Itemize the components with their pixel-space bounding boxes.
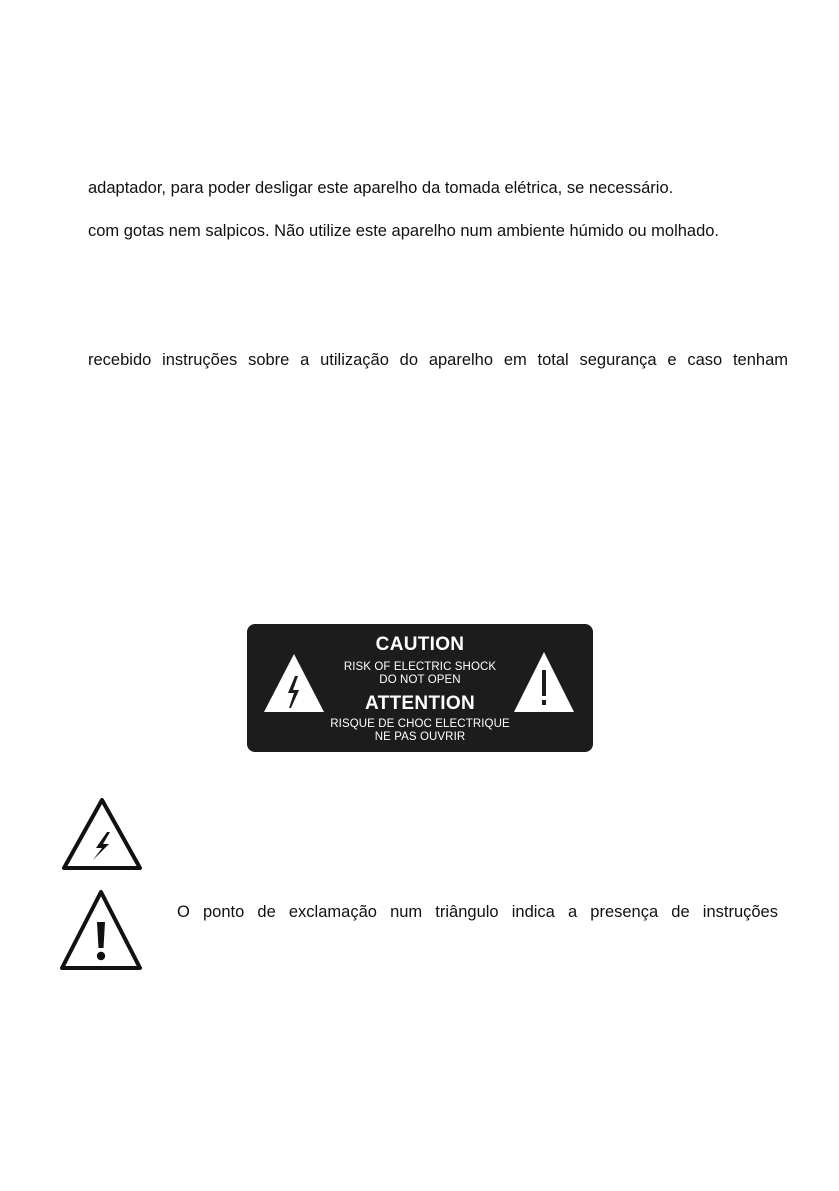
attention-warning-line-2: NE PAS OUVRIR bbox=[374, 731, 466, 743]
caution-warning-line-2: DO NOT OPEN bbox=[379, 674, 461, 686]
text-line-1: adaptador, para poder desligar este aparelho da tomada elétrica, se necessário. bbox=[88, 179, 674, 197]
exclamation-description: O ponto de exclamação num triângulo indica a presença de instruções bbox=[177, 903, 778, 921]
label-lightning-icon bbox=[261, 650, 327, 716]
caution-label bbox=[247, 624, 593, 752]
caution-heading: CAUTION bbox=[375, 634, 465, 655]
text-line-2: com gotas nem salpicos. Não utilize este aparelho num ambiente húmido ou molhado. bbox=[88, 222, 720, 240]
exclamation-warning-icon bbox=[58, 888, 144, 974]
caution-warning-line-1: RISK OF ELECTRIC SHOCK bbox=[343, 661, 497, 673]
lightning-warning-icon bbox=[60, 796, 144, 874]
text-line-3: recebido instruções sobre a utilização do aparelho em total segurança e caso tenham bbox=[88, 351, 788, 369]
attention-warning-line-1: RISQUE DE CHOC ELECTRIQUE bbox=[330, 718, 510, 730]
attention-heading: ATTENTION bbox=[364, 693, 475, 714]
label-exclamation-icon bbox=[511, 648, 577, 716]
